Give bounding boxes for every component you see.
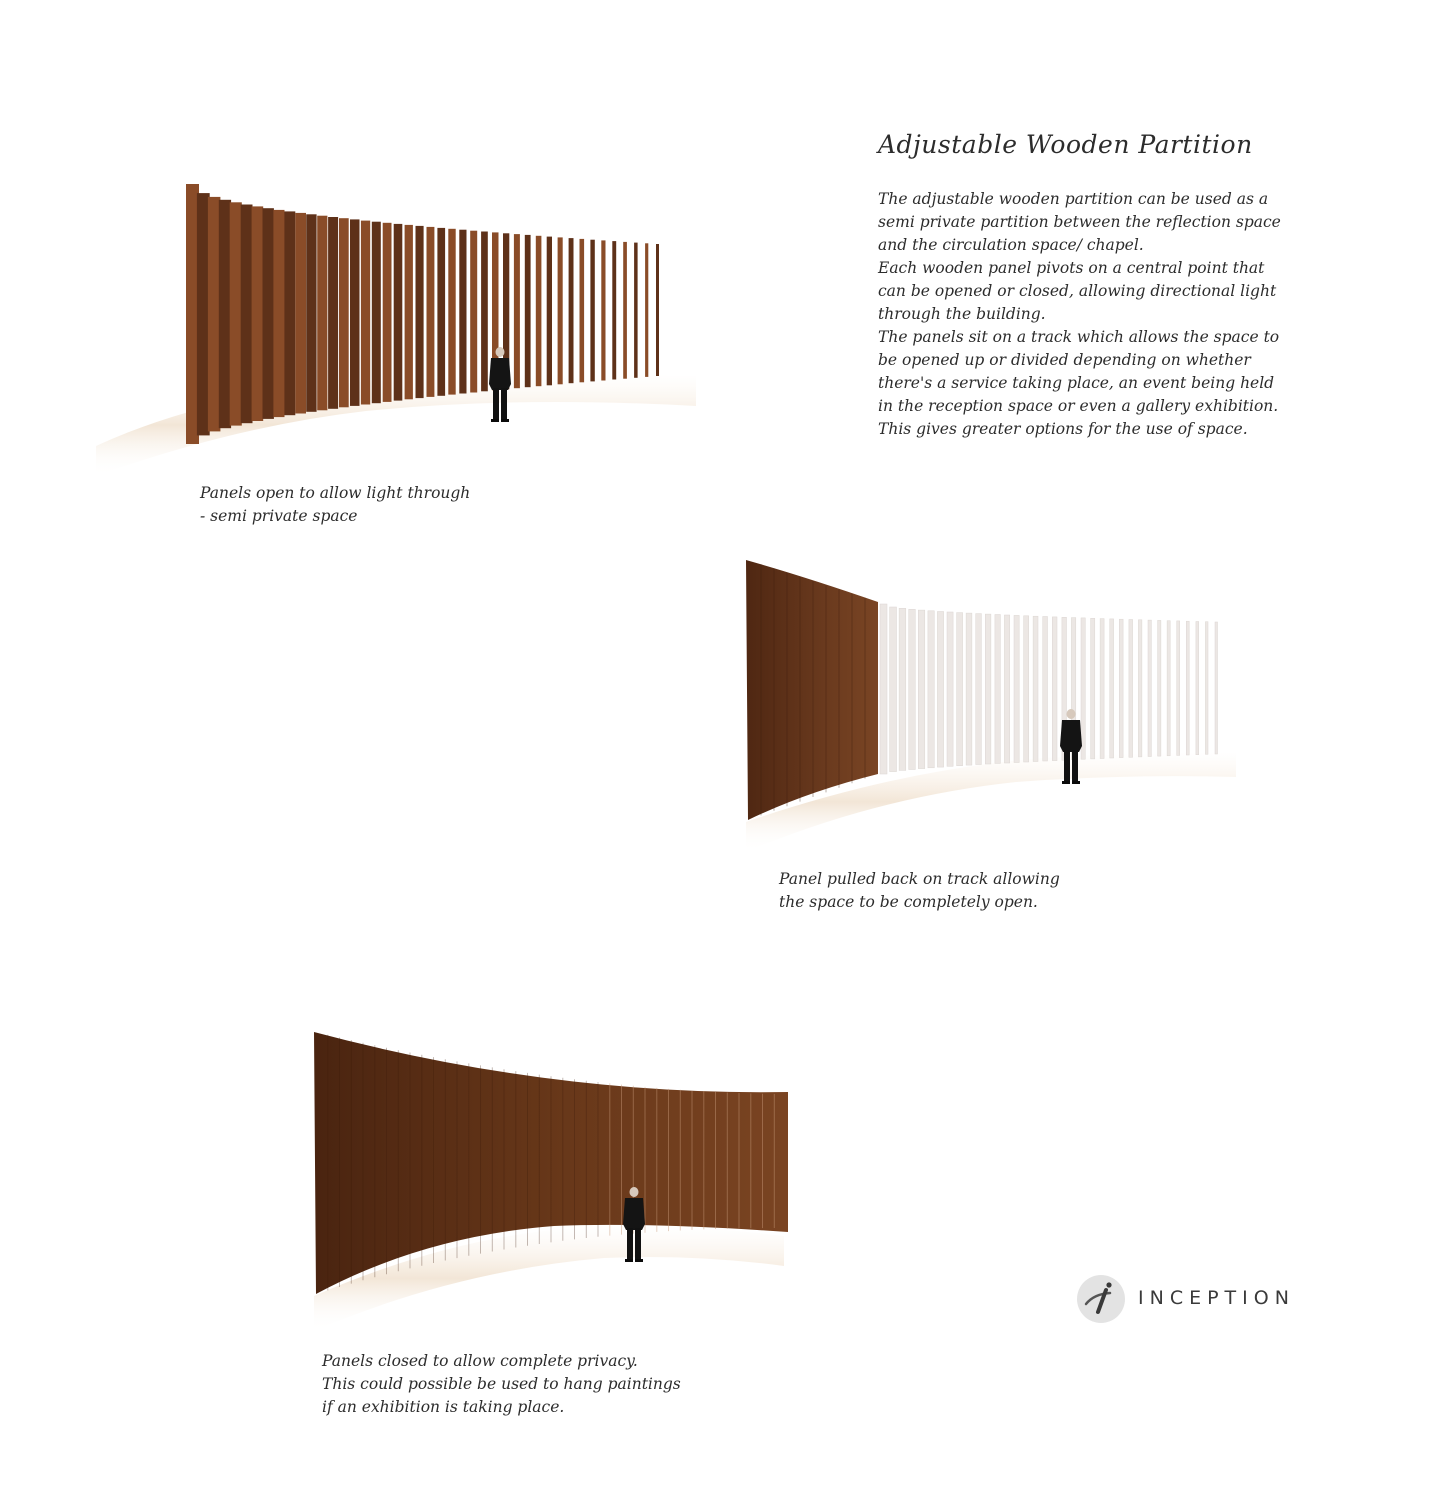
ghost-slat [1177, 621, 1180, 756]
wooden-slat [656, 244, 659, 376]
inception-logo-icon [1076, 1274, 1126, 1324]
partition-closed-render [224, 1026, 824, 1346]
closed-panel-block [746, 560, 878, 820]
description-line: The panels sit on a track which allows the space to [878, 328, 1280, 346]
wooden-slat [623, 242, 627, 379]
wooden-slat [416, 226, 424, 398]
wooden-slat [295, 213, 306, 414]
caption-line: Panels open to allow light through [200, 484, 471, 502]
caption-line: the space to be completely open. [779, 893, 1038, 911]
ghost-slat [1024, 616, 1029, 762]
caption-panels-open [200, 482, 470, 528]
wooden-slat [328, 217, 338, 409]
wooden-slat [361, 221, 370, 405]
partition-pulled-back-render [656, 552, 1256, 862]
ghost-slat [1158, 620, 1161, 756]
caption-line: if an exhibition is taking place. [322, 1398, 565, 1416]
page-title: Adjustable Wooden Partition [878, 130, 1253, 159]
wooden-slat [383, 223, 392, 402]
ghost-slat [1100, 619, 1104, 759]
logo-text: INCEPTION [1138, 1287, 1295, 1309]
ghost-slat [1119, 619, 1123, 757]
caption-line: Panel pulled back on track allowing [779, 870, 1060, 888]
wooden-slat [547, 237, 552, 386]
wooden-slat [284, 211, 295, 415]
ghost-slat [1196, 622, 1199, 755]
wooden-slat [219, 200, 231, 428]
ghost-slat [1110, 619, 1114, 758]
ghost-slat [1004, 615, 1009, 763]
wooden-slat [645, 243, 648, 377]
description-line: there's a service taking place, an event being held [878, 374, 1275, 392]
wooden-slat [241, 205, 253, 424]
wooden-slat [634, 243, 638, 378]
ghost-slat [918, 610, 925, 769]
ghost-slat [1091, 618, 1095, 759]
description-line: This gives greater options for the use of space. [878, 420, 1248, 438]
wooden-slat [481, 232, 488, 392]
wooden-slat [590, 240, 594, 382]
wooden-slat [448, 229, 455, 395]
wooden-slat [252, 206, 264, 421]
wooden-slat [273, 210, 284, 417]
caption-panel-pulled-back [779, 868, 1060, 914]
wooden-slat [525, 235, 531, 387]
ghost-slat [1129, 620, 1133, 758]
ghost-slat [1186, 621, 1189, 755]
wooden-slat [230, 202, 242, 425]
ghost-slat [1215, 622, 1218, 754]
ghost-slat [890, 607, 897, 772]
wooden-slat [317, 216, 327, 411]
wooden-slat [558, 237, 563, 384]
wooden-slat [197, 193, 210, 435]
partition-open-render [96, 176, 716, 476]
wooden-slat [459, 230, 466, 394]
wooden-slat [394, 224, 403, 401]
ghost-slat [1148, 620, 1151, 756]
ghost-slat [957, 613, 963, 766]
ghost-slat [976, 614, 982, 765]
person-figure [489, 347, 511, 422]
ghost-slat [928, 611, 934, 768]
ghost-slat [947, 612, 953, 766]
caption-line: - semi private space [200, 507, 358, 525]
ghost-slat [1033, 616, 1038, 761]
wooden-slat [580, 239, 585, 382]
ghost-panel-group [880, 604, 1218, 774]
ghost-slat [880, 604, 887, 774]
wooden-slat [405, 225, 413, 399]
caption-panels-closed [322, 1350, 681, 1419]
wooden-slat [470, 231, 477, 393]
ghost-slat [909, 609, 916, 769]
caption-line: This could possible be used to hang paintings [322, 1375, 681, 1393]
wooden-slat [601, 240, 605, 380]
ghost-slat [1043, 617, 1048, 762]
wooden-slat [208, 197, 221, 432]
description-line: in the reception space or even a gallery exhibition. [878, 397, 1279, 415]
wooden-slat [372, 222, 381, 404]
wooden-slat [350, 219, 360, 406]
description-line: Each wooden panel pivots on a central point that [878, 259, 1265, 277]
ghost-slat [1052, 617, 1057, 761]
ghost-slat [937, 612, 943, 768]
description-text [878, 188, 1318, 441]
wooden-slat [514, 234, 520, 388]
description-line: through the building. [878, 305, 1046, 323]
ghost-slat [985, 614, 991, 764]
description-line: be opened up or divided depending on whether [878, 351, 1251, 369]
wooden-slat [437, 228, 445, 396]
description-line: can be opened or closed, allowing directional light [878, 282, 1277, 300]
ghost-slat [995, 615, 1001, 764]
ghost-slat [966, 613, 972, 765]
wooden-slat [612, 241, 616, 379]
wooden-slat [306, 214, 316, 411]
ghost-slat [1081, 618, 1085, 759]
ghost-slat [1138, 620, 1142, 757]
wooden-slat [263, 208, 274, 419]
description-line: The adjustable wooden partition can be used as a [878, 190, 1269, 208]
ghost-slat [1205, 622, 1208, 755]
wooden-slat [569, 238, 574, 383]
caption-line: Panels closed to allow complete privacy. [322, 1352, 638, 1370]
description-line: and the circulation space/ chapel. [878, 236, 1144, 254]
wooden-slat [536, 236, 542, 386]
description-line: semi private partition between the reflection space [878, 213, 1281, 231]
ghost-slat [1167, 621, 1170, 756]
ghost-slat [1014, 615, 1019, 762]
ghost-slat [899, 608, 906, 770]
wooden-slat [427, 227, 435, 397]
inception-logo [1076, 1274, 1295, 1324]
wooden-slat [339, 218, 349, 407]
